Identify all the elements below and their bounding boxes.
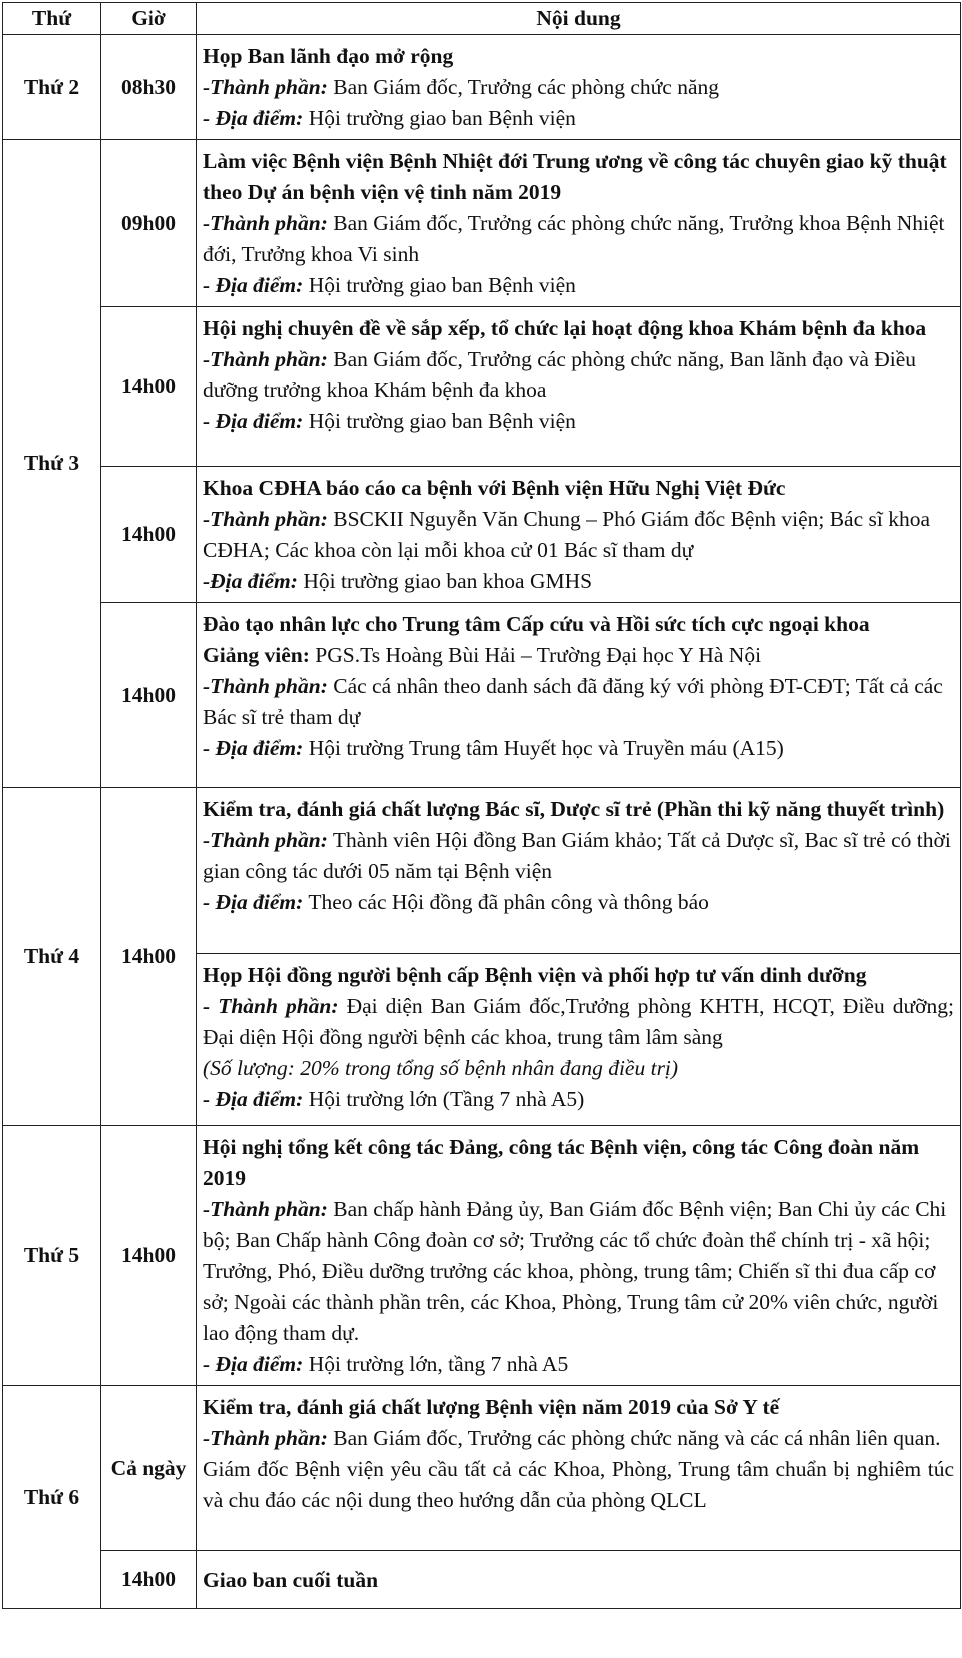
location-label: - Địa điểm: xyxy=(203,273,304,297)
event-location xyxy=(203,270,954,301)
day-cell: Thứ 4 xyxy=(3,788,101,1126)
participants-text: BSCKII Nguyễn Văn Chung – Phó Giám đốc Bệnh viện; Bác sĩ khoa CĐHA; Các khoa còn lại mỗi khoa cử 01 Bác sĩ tham dự xyxy=(203,507,931,562)
location-label: -Địa điểm: xyxy=(203,569,298,593)
event-title: Khoa CĐHA báo cáo ca bệnh với Bệnh viện Hữu Nghị Việt Đức xyxy=(203,476,786,500)
event-participants xyxy=(203,991,954,1053)
participants-label: -Thành phần: xyxy=(203,1426,328,1450)
header-content: Nội dung xyxy=(197,3,961,35)
event-location xyxy=(203,566,954,597)
day-cell: Thứ 3 xyxy=(3,140,101,788)
time-cell: 14h00 xyxy=(101,467,197,603)
event-lecturer xyxy=(203,640,954,671)
time-cell: 09h00 xyxy=(101,140,197,307)
location-text: Hội trường giao ban khoa GMHS xyxy=(303,569,593,593)
weekly-schedule-table xyxy=(2,2,961,1609)
event-participants xyxy=(203,671,954,733)
participants-label: -Thành phần: xyxy=(203,507,328,531)
time-cell: 14h00 xyxy=(101,307,197,467)
time-cell: 08h30 xyxy=(101,35,197,140)
schedule-row xyxy=(3,35,961,140)
event-location xyxy=(203,733,954,764)
lecturer-text: PGS.Ts Hoàng Bùi Hải – Trường Đại học Y Hà Nội xyxy=(315,643,762,667)
event-title: Đào tạo nhân lực cho Trung tâm Cấp cứu và Hồi sức tích cực ngoại khoa xyxy=(203,612,870,636)
location-label: - Địa điểm: xyxy=(203,409,304,433)
event-location xyxy=(203,887,954,918)
event-title: Họp Ban lãnh đạo mở rộng xyxy=(203,44,454,68)
lecturer-label: Giảng viên: xyxy=(203,643,310,667)
event-title: Kiểm tra, đánh giá chất lượng Bác sĩ, Dược sĩ trẻ (Phần thi kỹ năng thuyết trình) xyxy=(203,797,945,821)
participants-label: -Thành phần: xyxy=(203,211,328,235)
location-label: - Địa điểm: xyxy=(203,1352,304,1376)
event-cell xyxy=(197,954,961,1126)
time-cell: Cả ngày xyxy=(101,1386,197,1551)
event-participants xyxy=(203,344,954,406)
event-cell xyxy=(197,35,961,140)
event-cell xyxy=(197,1386,961,1551)
participants-text: Ban Giám đốc, Trưởng các phòng chức năng xyxy=(333,75,720,99)
event-title: Họp Hội đồng người bệnh cấp Bệnh viện và phối hợp tư vấn dinh dưỡng xyxy=(203,963,867,987)
location-text: Hội trường lớn (Tầng 7 nhà A5) xyxy=(308,1087,585,1111)
time-cell: 14h00 xyxy=(101,603,197,788)
participants-label: -Thành phần: xyxy=(203,674,328,698)
event-location xyxy=(203,1349,954,1380)
location-text: Hội trường Trung tâm Huyết học và Truyền máu (A15) xyxy=(308,736,784,760)
schedule-row xyxy=(3,1551,961,1609)
event-participants xyxy=(203,1423,954,1454)
event-title: Hội nghị tổng kết công tác Đảng, công tác Bệnh viện, công tác Công đoàn năm 2019 xyxy=(203,1135,920,1190)
event-location xyxy=(203,103,954,134)
location-text: Hội trường giao ban Bệnh viện xyxy=(308,409,576,433)
event-cell xyxy=(197,1551,961,1609)
header-row xyxy=(3,3,961,35)
schedule-row xyxy=(3,307,961,467)
event-cell xyxy=(197,788,961,954)
participants-label: -Thành phần: xyxy=(203,347,328,371)
event-title: Làm việc Bệnh viện Bệnh Nhiệt đới Trung ương về công tác chuyên giao kỹ thuật theo Dự án bệnh viện vệ tinh năm 2019 xyxy=(203,149,947,204)
participants-text: Đại diện Ban Giám đốc,Trưởng phòng KHTH, HCQT, Điều dưỡng; Đại diện Hội đồng người bệnh các khoa, trung tâm lâm sàng xyxy=(203,994,954,1049)
participants-text: Ban Giám đốc, Trưởng các phòng chức năng và các cá nhân liên quan. xyxy=(333,1426,941,1450)
header-day: Thứ xyxy=(3,3,101,35)
event-location xyxy=(203,406,954,437)
location-label: - Địa điểm: xyxy=(203,106,304,130)
event-title: Kiểm tra, đánh giá chất lượng Bệnh viện năm 2019 của Sở Y tế xyxy=(203,1395,780,1419)
location-text: Theo các Hội đồng đã phân công và thông báo xyxy=(308,890,709,914)
location-text: Hội trường giao ban Bệnh viện xyxy=(308,106,576,130)
event-participants xyxy=(203,504,954,566)
day-cell: Thứ 2 xyxy=(3,35,101,140)
participants-label: -Thành phần: xyxy=(203,75,328,99)
event-cell xyxy=(197,603,961,788)
event-participants xyxy=(203,208,954,270)
participants-text: Ban Giám đốc, Trưởng các phòng chức năng, Trưởng khoa Bệnh Nhiệt đới, Trưởng khoa Vi sinh xyxy=(203,211,945,266)
location-label: - Địa điểm: xyxy=(203,890,304,914)
schedule-row xyxy=(3,788,961,954)
schedule-row xyxy=(3,603,961,788)
participants-text: Ban chấp hành Đảng ủy, Ban Giám đốc Bệnh viện; Ban Chi ủy các Chi bộ; Ban Chấp hành Công đoàn cơ sở; Trưởng các tổ chức đoàn thể chính trị - xã hội; Trưởng, Phó, Điều dưỡng trưởng các khoa, phòng, trung tâm; Chiến sĩ thi đua cấp cơ sở; Ngoài các thành phần trên, các Khoa, Phòng, Trung tâm cử 20% viên chức, người lao động tham dự. xyxy=(203,1197,947,1345)
event-participants xyxy=(203,72,954,103)
event-title: Giao ban cuối tuần xyxy=(203,1567,379,1592)
event-note: (Số lượng: 20% trong tổng số bệnh nhân đang điều trị) xyxy=(203,1056,679,1080)
participants-text: Các cá nhân theo danh sách đã đăng ký với phòng ĐT-CĐT; Tất cả các Bác sĩ trẻ tham dự xyxy=(203,674,943,729)
time-cell: 14h00 xyxy=(101,1126,197,1386)
event-participants xyxy=(203,825,954,887)
participants-text: Thành viên Hội đồng Ban Giám khảo; Tất cả Dược sĩ, Bac sĩ trẻ có thời gian công tác dưới 05 năm tại Bệnh viện xyxy=(203,828,951,883)
day-cell: Thứ 6 xyxy=(3,1386,101,1609)
time-cell: 14h00 xyxy=(101,788,197,1126)
participants-label: -Thành phần: xyxy=(203,1197,328,1221)
location-label: - Địa điểm: xyxy=(203,1087,304,1111)
event-cell xyxy=(197,140,961,307)
participants-label: - Thành phần: xyxy=(203,994,339,1018)
event-cell xyxy=(197,467,961,603)
event-location xyxy=(203,1084,954,1115)
location-text: Hội trường giao ban Bệnh viện xyxy=(308,273,576,297)
event-cell xyxy=(197,307,961,467)
location-label: - Địa điểm: xyxy=(203,736,304,760)
schedule-row xyxy=(3,140,961,307)
schedule-row xyxy=(3,1386,961,1551)
event-participants xyxy=(203,1194,954,1349)
schedule-row xyxy=(3,467,961,603)
day-cell: Thứ 5 xyxy=(3,1126,101,1386)
location-text: Hội trường lớn, tầng 7 nhà A5 xyxy=(308,1352,569,1376)
event-title: Hội nghị chuyên đề về sắp xếp, tổ chức lại hoạt động khoa Khám bệnh đa khoa xyxy=(203,316,927,340)
participants-label: -Thành phần: xyxy=(203,828,328,852)
participants-text: Ban Giám đốc, Trưởng các phòng chức năng, Ban lãnh đạo và Điều dưỡng trưởng khoa Khám bệnh đa khoa xyxy=(203,347,917,402)
event-note: Giám đốc Bệnh viện yêu cầu tất cả các Khoa, Phòng, Trung tâm chuẩn bị nghiêm túc và chu đáo các nội dung theo hướng dẫn của phòng QLCL xyxy=(203,1457,954,1512)
time-cell: 14h00 xyxy=(101,1551,197,1609)
header-time: Giờ xyxy=(101,3,197,35)
event-cell xyxy=(197,1126,961,1386)
schedule-row xyxy=(3,1126,961,1386)
